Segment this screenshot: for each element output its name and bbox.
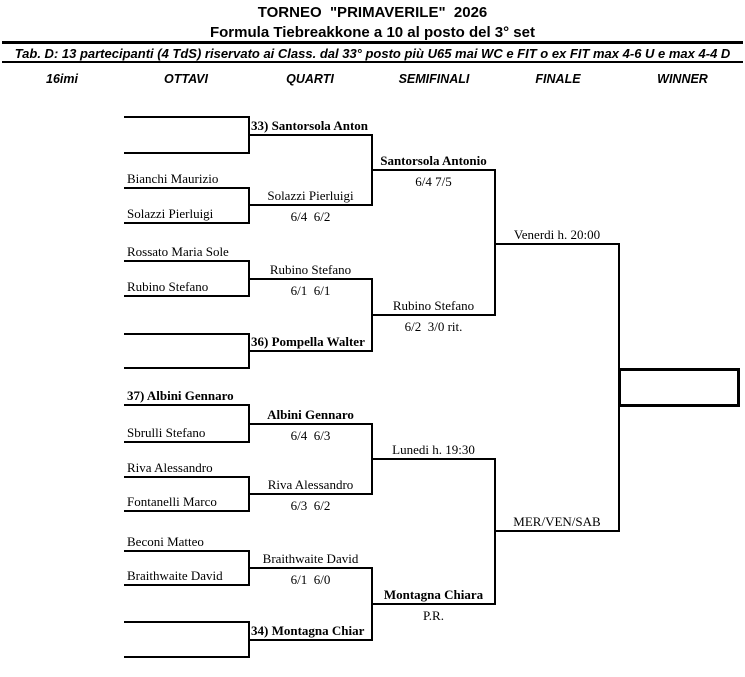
match-score: 6/4 6/3 [290, 428, 331, 443]
bracket-line [248, 134, 373, 136]
column-header-winner: WINNER [657, 72, 708, 86]
player-name: Albini Gennaro [267, 407, 354, 422]
bracket-line [248, 639, 373, 641]
match-score: 6/4 7/5 [415, 174, 452, 189]
bracket-line [124, 152, 250, 154]
winner-name [621, 380, 737, 396]
match-score: 6/1 6/1 [290, 283, 331, 298]
bracket-line [124, 404, 250, 406]
bracket-line [371, 314, 496, 316]
bracket-line [124, 333, 250, 335]
schedule-label: Lunedi h. 19:30 [392, 442, 475, 457]
column-header-semifinali: SEMIFINALI [398, 72, 470, 86]
match-score: 6/4 6/2 [290, 209, 331, 224]
bracket-line [371, 603, 496, 605]
player-name: Solazzi Pierluigi [127, 206, 214, 221]
header-divider [2, 41, 743, 44]
bracket-line [124, 295, 250, 297]
seeded-player-name: 34) Montagna Chiar [251, 623, 365, 638]
column-header-quarti: QUARTI [286, 72, 334, 86]
column-header-finale: FINALE [535, 72, 581, 86]
seeded-player-name: 33) Santorsola Anton [251, 118, 369, 133]
bracket-line [371, 458, 496, 460]
bracket-line [494, 243, 620, 245]
bracket-line [124, 510, 250, 512]
bracket-line [248, 493, 373, 495]
schedule-label: MER/VEN/SAB [513, 514, 601, 529]
player-name: Montagna Chiara [383, 587, 484, 602]
column-header-16imi: 16imi [46, 72, 78, 86]
seeded-player-name: 36) Pompella Walter [251, 334, 365, 349]
winner-box [618, 368, 740, 407]
bracket-line [124, 260, 250, 262]
bracket-line [124, 187, 250, 189]
player-name: Beconi Matteo [127, 534, 204, 549]
bracket-line [124, 621, 250, 623]
player-name: Rossato Maria Sole [127, 244, 229, 259]
bracket-line [248, 204, 373, 206]
draw-note: Tab. D: 13 partecipanti (4 TdS) riservato ai Class. dal 33° posto più U65 mai WC e FIT o ex FIT max 4-6 U e max 4-4 D [14, 46, 731, 61]
bracket-line [124, 550, 250, 552]
player-name: Rubino Stefano [127, 279, 209, 294]
player-name: Rubino Stefano [392, 298, 475, 313]
page-title: TORNEO "PRIMAVERILE" 2026 [257, 4, 488, 21]
player-name: Santorsola Antonio [380, 153, 487, 168]
bracket-line [494, 530, 620, 532]
player-name: Riva Alessandro [127, 460, 213, 475]
note-divider [2, 61, 743, 63]
bracket-line [124, 222, 250, 224]
player-name: Bianchi Maurizio [127, 171, 219, 186]
bracket-line [124, 367, 250, 369]
player-name: Rubino Stefano [269, 262, 352, 277]
bracket-line [124, 116, 250, 118]
schedule-label: Venerdi h. 20:00 [513, 227, 601, 242]
match-score: 6/3 6/2 [290, 498, 331, 513]
bracket-line [248, 567, 373, 569]
player-name: Sbrulli Stefano [127, 425, 206, 440]
player-name: Riva Alessandro [267, 477, 354, 492]
bracket-line [124, 584, 250, 586]
player-name: Braithwaite David [127, 568, 223, 583]
match-score: 6/1 6/0 [290, 572, 331, 587]
player-name: Braithwaite David [262, 551, 359, 566]
column-header-ottavi: OTTAVI [164, 72, 208, 86]
match-score: 6/2 3/0 rit. [404, 319, 463, 334]
player-name: Solazzi Pierluigi [267, 188, 354, 203]
seeded-player-name: 37) Albini Gennaro [127, 388, 234, 403]
bracket-line [124, 441, 250, 443]
page-subtitle: Formula Tiebreakkone a 10 al posto del 3° set [209, 24, 535, 41]
match-score: P.R. [423, 608, 444, 623]
bracket-line [124, 656, 250, 658]
bracket-line [248, 350, 373, 352]
bracket-line [248, 423, 373, 425]
bracket-line [124, 476, 250, 478]
player-name: Fontanelli Marco [127, 494, 217, 509]
bracket-line [248, 278, 373, 280]
bracket-line [371, 169, 496, 171]
